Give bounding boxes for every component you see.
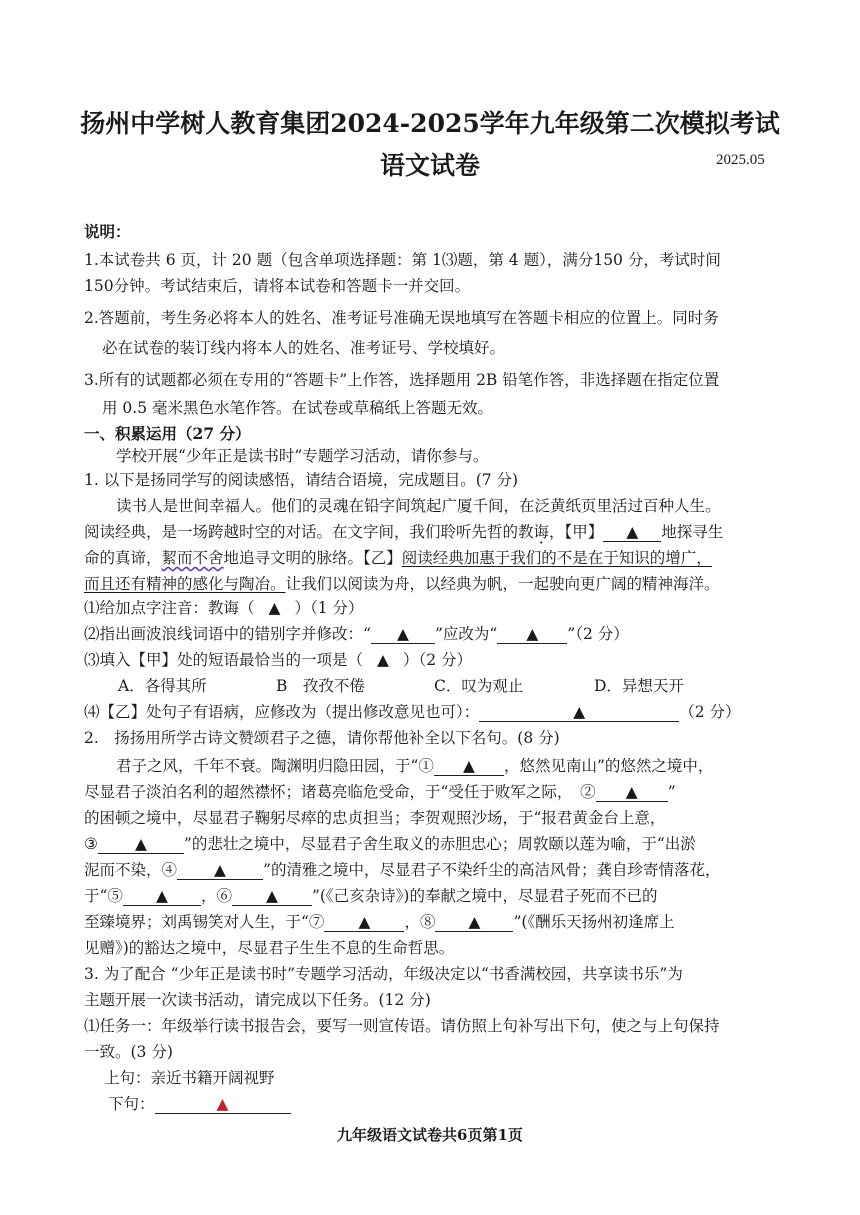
q3-task1-a: ⑴任务一：年级举行读书报告会，要写一则宣传语。请仿照上句补写出下句，使之与上句保持 xyxy=(84,1017,720,1035)
q2-l2-text: 尽显君子淡泊名利的超然襟怀；诸葛亮临危受命，于“受任于败军之际， ② xyxy=(84,783,596,801)
q2-l4-text: ”的悲壮之境中，尽显君子舍生取义的赤胆忠心；周敦颐以莲为喻，于“出淤 xyxy=(183,835,696,853)
q2-l1-end: ，悠然见南山”的悠然之境中， xyxy=(503,757,714,775)
answer-mark: ▲ xyxy=(573,703,586,721)
section-1-heading: 一、积累运用（27 分） xyxy=(84,424,251,443)
q1-sub4 xyxy=(84,702,741,722)
q1-p4-text: 让我们以阅读为舟，以经典为帆，一起驶向更广阔的精神海洋。 xyxy=(285,575,720,593)
q2-line3: 的困顿之境中，尽显君子鞠躬尽瘁的忠贞担当；李贺观照沙场，于“报君黄金台上意， xyxy=(84,809,666,827)
page-footer: 九年级语文试卷共6页第1页 xyxy=(337,1126,523,1144)
q2-l6-text: 于“⑤ xyxy=(84,887,123,905)
q2-l7-mid: ，⑧ xyxy=(404,913,436,931)
q2-l5-end: ”的清雅之境中，尽显君子不染纤尘的高洁风骨；龚自珍寄情落花， xyxy=(263,861,721,879)
q2-line1 xyxy=(116,756,713,776)
q3-line1: 3. 为了配合 “少年正是读书时”专题学习活动，年级决定以“书香满校园，共享读书乐”为 xyxy=(84,965,683,983)
q1-sub1-score: ）（1 分） xyxy=(294,599,364,617)
q2-blank-5[interactable] xyxy=(123,887,201,906)
answer-mark: ▲ xyxy=(396,625,409,643)
q2-blank-2[interactable] xyxy=(596,783,668,802)
q1-wavy-word: 絜而不舍 xyxy=(161,549,224,567)
q1-underlined-sentence: 阅读经典加惠于我们的不是在于知识的增广， xyxy=(401,549,712,567)
q1-stem: 1. 以下是扬同学写的阅读感悟，请结合语境，完成题目。(7 分) xyxy=(84,471,519,489)
q1-option-b: B 孜孜不倦 xyxy=(276,677,365,695)
answer-mark: ▲ xyxy=(526,625,539,643)
q2-l7-text: 至臻境界；刘禹锡笑对人生，于“⑦ xyxy=(84,913,325,931)
q1-sub4-score: （2 分） xyxy=(679,703,741,721)
q2-l6-end: ”(《己亥杂诗》)的奉献之境中，尽显君子死而不已的 xyxy=(311,887,658,905)
exam-date: 2025.05 xyxy=(716,152,765,168)
q1-sub3-answer[interactable] xyxy=(363,650,403,670)
q1-passage-line4 xyxy=(84,574,720,594)
q2-l4-num: ③ xyxy=(84,835,98,853)
q2-l1-text: 君子之风，千年不衰。陶渊明归隐田园，于“① xyxy=(116,757,434,775)
note-3a: 3.所有的试题都必须在专用的“答题卡”上作答，选择题用 2B 铅笔作答，非选择题在指定位置 xyxy=(84,371,720,389)
section-1-intro: 学校开展“少年正是读书时”专题学习活动，请你参与。 xyxy=(116,447,489,465)
q3-lower-label: 下句： xyxy=(108,1095,155,1113)
q1-p3-text: 命的真谛， xyxy=(84,549,162,567)
q2-l5-text: 泥而不染，④ xyxy=(84,861,178,879)
note-2b: 必在试卷的装订线内将本人的姓名、准考证号、学校填好。 xyxy=(102,339,506,357)
q1-passage-line2 xyxy=(84,522,723,542)
q2-line6 xyxy=(84,886,657,906)
q2-l2-end: ” xyxy=(667,783,676,801)
q1-option-c: C．叹为观止 xyxy=(434,677,524,695)
answer-mark: ▲ xyxy=(462,757,475,775)
q2-line2 xyxy=(84,782,676,802)
q1-sub3-score: ）（2 分） xyxy=(403,651,473,669)
q1-p3-yi: 地追寻文明的脉络。【乙】 xyxy=(223,549,402,567)
q2-line4 xyxy=(84,834,696,854)
q1-sub1 xyxy=(84,598,364,618)
q1-sub2-text: ⑵指出画波浪线词语中的错别字并修改：“ xyxy=(84,625,371,643)
answer-mark: ▲ xyxy=(468,913,481,931)
q1-sub1-text: ⑴给加点字注音：教诲（ xyxy=(84,599,255,617)
answer-mark: ▲ xyxy=(358,913,371,931)
exam-subtitle: 语文试卷 xyxy=(379,151,480,180)
answer-mark: ▲ xyxy=(377,651,389,669)
q1-sub3-text: ⑶填入【甲】处的短语最恰当的一项是（ xyxy=(84,651,364,669)
answer-mark: ▲ xyxy=(155,887,168,905)
q2-blank-3[interactable] xyxy=(98,835,184,854)
q1-sub1-answer[interactable] xyxy=(255,598,295,618)
answer-mark: ▲ xyxy=(268,599,281,617)
q1-p2-text: 阅读经典，是一场跨越时空的对话。在文字间，我们聆听先哲的教 xyxy=(84,523,534,541)
q1-sub2-mid: ”应改为“ xyxy=(434,625,498,643)
q1-sub4-text: ⑷【乙】处句子有语病，应修改为（提出修改意见也可）： xyxy=(84,703,480,721)
answer-mark: ▲ xyxy=(626,523,639,541)
q2-l7-end: ”(《酬乐天扬州初逢席上 xyxy=(513,913,675,931)
q1-sub2-blank-correct[interactable] xyxy=(497,625,567,644)
q2-blank-7[interactable] xyxy=(324,913,404,932)
answer-mark: ▲ xyxy=(216,1095,229,1113)
q1-p2-jia: ，【甲】 xyxy=(549,523,604,541)
q2-blank-1[interactable] xyxy=(434,757,504,776)
answer-mark: ▲ xyxy=(265,887,278,905)
q1-option-a: A．各得其所 xyxy=(118,677,207,695)
q2-line5 xyxy=(84,860,720,880)
q1-blank-jia[interactable] xyxy=(603,523,661,542)
q3-task1-b: 一致。(3 分) xyxy=(84,1043,173,1061)
note-1b: 150分钟。考试结束后，请将本试卷和答题卡一并交回。 xyxy=(84,277,471,295)
answer-mark: ▲ xyxy=(214,861,226,879)
q1-underlined-sentence-end: 而且还有精神的感化与陶冶。 xyxy=(84,575,286,593)
notes-heading: 说明： xyxy=(84,222,131,241)
q1-sub2-blank-wrong[interactable] xyxy=(371,625,435,644)
q1-sub4-blank[interactable] xyxy=(479,703,679,722)
q3-line2: 主题开展一次读书活动，请完成以下任务。(12 分) xyxy=(84,991,431,1009)
note-2a: 2.答题前，考生务必将本人的姓名、准考证号准确无误地填写在答题卡相应的位置上。同时务 xyxy=(84,309,719,327)
q2-line8: 见赠》)的豁达之境中，尽显君子生生不息的生命哲思。 xyxy=(84,939,455,957)
q1-dotted-char: 诲 xyxy=(533,523,550,541)
q2-line7 xyxy=(84,912,675,932)
answer-mark: ▲ xyxy=(134,835,147,853)
q2-l6-mid: ，⑥ xyxy=(200,887,232,905)
q3-upper-line: 上句：亲近书籍开阔视野 xyxy=(104,1069,275,1087)
note-3b: 用 0.5 毫米黑色水笔作答。在试卷或草稿纸上答题无效。 xyxy=(102,399,494,417)
answer-mark: ▲ xyxy=(625,783,638,801)
q1-sub2 xyxy=(84,624,629,644)
q2-blank-6[interactable] xyxy=(232,887,312,906)
q3-lower-blank[interactable] xyxy=(155,1095,291,1114)
q1-sub2-score: ”（2 分） xyxy=(567,625,629,643)
q3-lower-line xyxy=(108,1094,291,1114)
q1-passage-line3 xyxy=(84,548,712,568)
q2-blank-4[interactable] xyxy=(177,861,263,880)
q2-blank-8[interactable] xyxy=(435,913,513,932)
exam-title: 扬州中学树人教育集团2024-2025学年九年级第二次模拟考试 xyxy=(80,109,780,138)
note-1a: 1.本试卷共 6 页，计 20 题（包含单项选择题：第 1⑶题，第 4 题），满分150 分，考试时间 xyxy=(84,251,721,269)
q1-option-d: D．异想天开 xyxy=(594,677,684,695)
q2-stem: 2. 扬扬用所学古诗文赞颂君子之德，请你帮他补全以下名句。(8 分) xyxy=(84,729,560,747)
q1-sub3 xyxy=(84,650,472,670)
q1-p2-end: 地探寻生 xyxy=(661,523,724,541)
q1-passage-line1: 读书人是世间幸福人。他们的灵魂在铅字间筑起广厦千间，在泛黄纸页里活过百种人生。 xyxy=(116,497,721,515)
